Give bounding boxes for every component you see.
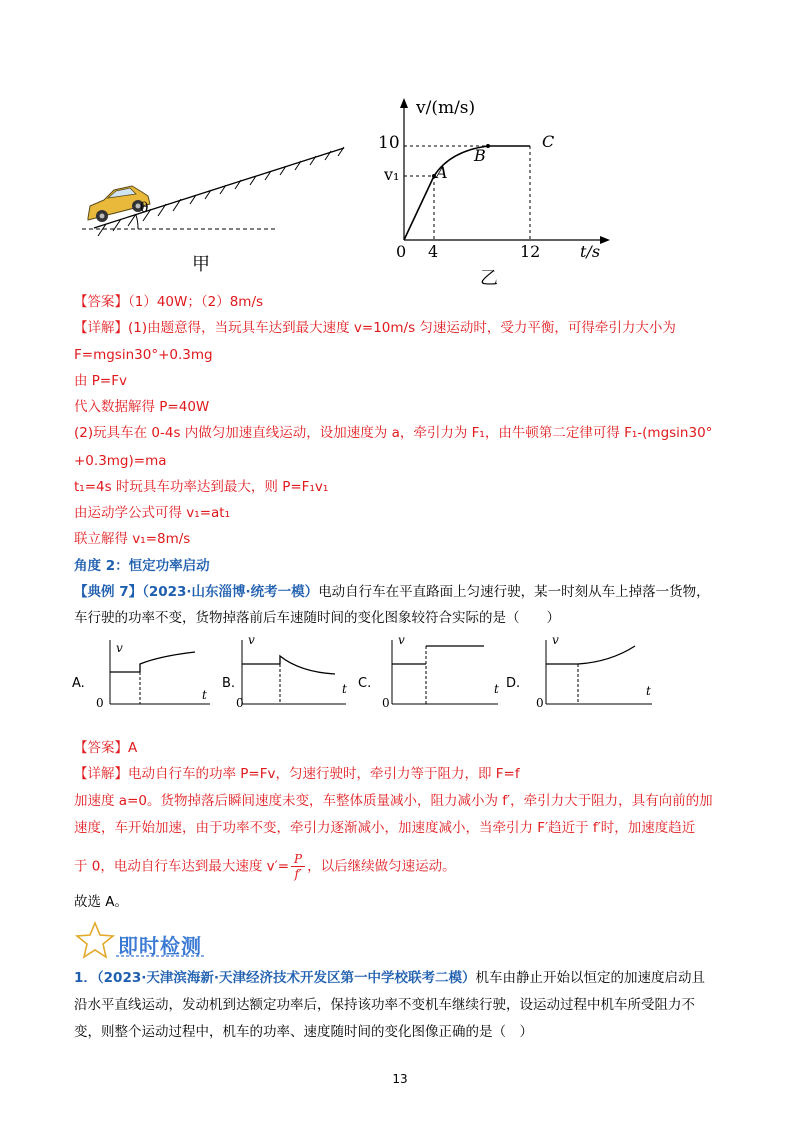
question1-source: （2023·天津滨海新·天津经济技术开发区第一中学校联考二模） (96, 970, 476, 986)
fraction-p-over-f (291, 852, 305, 881)
example7-question-line2: 车行驶的功率不变，货物掉落前后车速随时间的变化图象较符合实际的是（ ） (74, 610, 560, 626)
detail-line-9: 联立解得 v₁=8m/s (74, 531, 191, 547)
example7-conclusion: 故选 A。 (74, 894, 129, 910)
question1-line1 (74, 968, 705, 988)
example7-tag: 【典例 7】 (74, 584, 143, 600)
option-b-label[interactable]: B. (222, 676, 236, 691)
question1-line2: 沿水平直线运动，发动机到达额定功率后，保持该功率不变机车继续行驶，设运动过程中机车所受阻力不 (74, 997, 695, 1013)
option-c-label[interactable]: C. (358, 676, 372, 691)
option-b-graph (242, 640, 346, 704)
option-d-zero: 0 (536, 696, 544, 710)
angle-2-title: 角度 2：恒定功率启动 (74, 558, 210, 574)
option-b-zero: 0 (236, 696, 244, 710)
example7-detail-line4 (74, 852, 456, 881)
option-c-graph (392, 640, 498, 704)
question1-text: 机车由静止开始以恒定的加速度启动且 (475, 970, 705, 986)
x-tick-12: 12 (520, 242, 541, 261)
x-axis-label: t/s (580, 242, 601, 261)
detail-line-7: t₁=4s 时玩具车功率达到最大，则 P=F₁v₁ (74, 479, 329, 495)
example7-detail-text: 电动自行车的功率 P=Fv，匀速行驶时，牵引力等于阻力，即 F=f (128, 766, 520, 782)
option-d-v: v (552, 633, 559, 647)
example7-answer-text: A (128, 740, 138, 756)
figure-jia-label: 甲 (192, 254, 210, 275)
angle-label: θ (140, 200, 149, 216)
point-a-label: A (436, 163, 448, 182)
star-icon (74, 920, 116, 960)
section-title: 即时检测 (118, 934, 202, 958)
point-c-label: C (542, 132, 555, 151)
option-c-v: v (398, 633, 405, 647)
option-c-t: t (494, 682, 499, 696)
question1-line3: 变，则整个运动过程中，机车的功率、速度随时间的变化图像正确的是（ ） (74, 1024, 533, 1040)
x-tick-4: 4 (428, 242, 439, 261)
option-d-t: t (646, 684, 651, 698)
option-d-label[interactable]: D. (506, 676, 521, 691)
option-a-zero: 0 (96, 696, 104, 710)
example7-question-text: 电动自行车在平直路面上匀速行驶，某一时刻从车上掉落一货物， (318, 584, 710, 600)
example7-detail-line4-a: 于 0，电动自行车达到最大速度 v′= (74, 858, 290, 875)
question1-number: 1． (74, 970, 97, 986)
detail-line-8: 由运动学公式可得 v₁=at₁ (74, 505, 230, 521)
option-a-v: v (116, 641, 123, 655)
option-b-v: v (248, 633, 255, 647)
answer-text: （1）40W；（2）8m/s (128, 294, 264, 310)
point-b-label: B (474, 146, 486, 165)
example7-answer-tag: 【答案】 (74, 740, 128, 756)
vt-graph (380, 96, 620, 246)
detail-line-2: F=mgsin30°+0.3mg (74, 347, 213, 363)
example7-detail-tag: 【详解】 (74, 766, 128, 782)
detail-line-5: (2)玩具车在 0-4s 内做匀加速直线运动，设加速度为 a，牵引力为 F₁，由牛顿第二定律可得 F₁-(mgsin30° (74, 425, 713, 441)
example7-question-line1 (74, 582, 710, 602)
detail-tag: 【详解】 (74, 320, 128, 336)
detail-text: (1)由题意得，当玩具车达到最大速度 v=10m/s 匀速运动时，受力平衡，可得牵引力大小为 (128, 320, 676, 336)
example7-answer-line (74, 738, 137, 758)
option-a-label[interactable]: A. (72, 676, 85, 691)
detail-line-4: 代入数据解得 P=40W (74, 399, 210, 415)
example7-detail-line4-b: ，以后继续做匀速运动。 (307, 858, 456, 875)
figure-yi-label: 乙 (480, 268, 498, 289)
section-underline (116, 954, 206, 958)
y-tick-v1: v₁ (384, 165, 400, 184)
detail-line-3: 由 P=Fv (74, 373, 127, 389)
example7-source: （2023·山东淄博·统考一模） (142, 584, 319, 600)
detail-line-1 (74, 318, 676, 338)
y-axis-label: v/(m/s) (416, 98, 476, 118)
example7-detail-line1 (74, 764, 520, 784)
option-b-t: t (342, 682, 347, 696)
answer-tag: 【答案】 (74, 294, 128, 310)
x-tick-0: 0 (396, 242, 407, 261)
page-number: 13 (392, 1072, 408, 1086)
frac-denominator: f′ (294, 867, 302, 881)
example7-detail-line3: 速度，车开始加速，由于功率不变，牵引力逐渐减小，加速度减小，当牵引力 F′趋近于 f′时，加速度趋近 (74, 820, 696, 836)
detail-line-6: +0.3mg)=ma (74, 453, 167, 469)
y-tick-10: 10 (378, 133, 400, 153)
option-a-t: t (202, 688, 207, 702)
option-c-zero: 0 (382, 696, 390, 710)
option-a-graph (110, 640, 210, 704)
answer-line (74, 292, 263, 312)
option-d-graph (546, 640, 652, 704)
frac-numerator: P (291, 852, 305, 867)
incline-figure (76, 140, 351, 240)
example7-detail-line2: 加速度 a=0。货物掉落后瞬间速度未变，车整体质量减小，阻力减小为 f′，牵引力大于阻力，具有向前的加 (74, 793, 713, 809)
